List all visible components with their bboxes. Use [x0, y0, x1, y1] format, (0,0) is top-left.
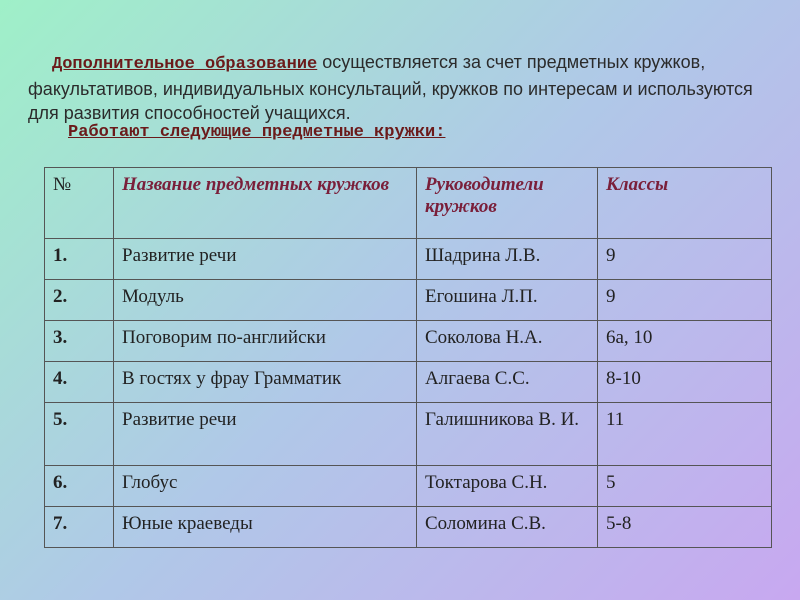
row-name: Развитие речи [114, 239, 417, 280]
header-name: Название предметных кружков [114, 168, 417, 239]
table-header-row [45, 168, 772, 239]
row-number: 1. [45, 239, 114, 280]
row-number: 5. [45, 403, 114, 466]
row-leader: Шадрина Л.В. [417, 239, 598, 280]
table-row [45, 507, 772, 548]
row-name: Глобус [114, 466, 417, 507]
row-name: Развитие речи [114, 403, 417, 466]
header-number: № [45, 168, 114, 239]
header-leader: Руководители кружков [417, 168, 598, 239]
row-grades: 5 [598, 466, 772, 507]
row-name: Юные краеведы [114, 507, 417, 548]
row-grades: 8-10 [598, 362, 772, 403]
circles-table [44, 167, 772, 548]
table-row [45, 239, 772, 280]
row-leader: Соломина С.В. [417, 507, 598, 548]
table-row [45, 403, 772, 466]
row-grades: 5-8 [598, 507, 772, 548]
row-leader: Токтарова С.Н. [417, 466, 598, 507]
row-number: 2. [45, 280, 114, 321]
table-row [45, 280, 772, 321]
row-number: 7. [45, 507, 114, 548]
row-number: 6. [45, 466, 114, 507]
row-leader: Егошина Л.П. [417, 280, 598, 321]
row-number: 3. [45, 321, 114, 362]
row-leader: Алгаева С.С. [417, 362, 598, 403]
row-leader: Галишникова В. И. [417, 403, 598, 466]
row-name: Поговорим по-английски [114, 321, 417, 362]
row-grades: 11 [598, 403, 772, 466]
subhead: Работают следующие предметные кружки: [68, 123, 446, 142]
row-leader: Соколова Н.А. [417, 321, 598, 362]
intro-paragraph [28, 50, 768, 125]
row-grades: 9 [598, 239, 772, 280]
row-grades: 9 [598, 280, 772, 321]
row-name: В гостях у фрау Грамматик [114, 362, 417, 403]
intro-text: осуществляется за счет предметных кружков, факультативов, индивидуальных консультаций, кружков по интересам и используются для развития способностей учащихся. [28, 52, 753, 123]
header-grades: Классы [598, 168, 772, 239]
row-name: Модуль [114, 280, 417, 321]
table-row [45, 466, 772, 507]
table-row [45, 362, 772, 403]
row-number: 4. [45, 362, 114, 403]
intro-lead: Дополнительное образование [52, 55, 318, 74]
table-row [45, 321, 772, 362]
row-grades: 6а, 10 [598, 321, 772, 362]
